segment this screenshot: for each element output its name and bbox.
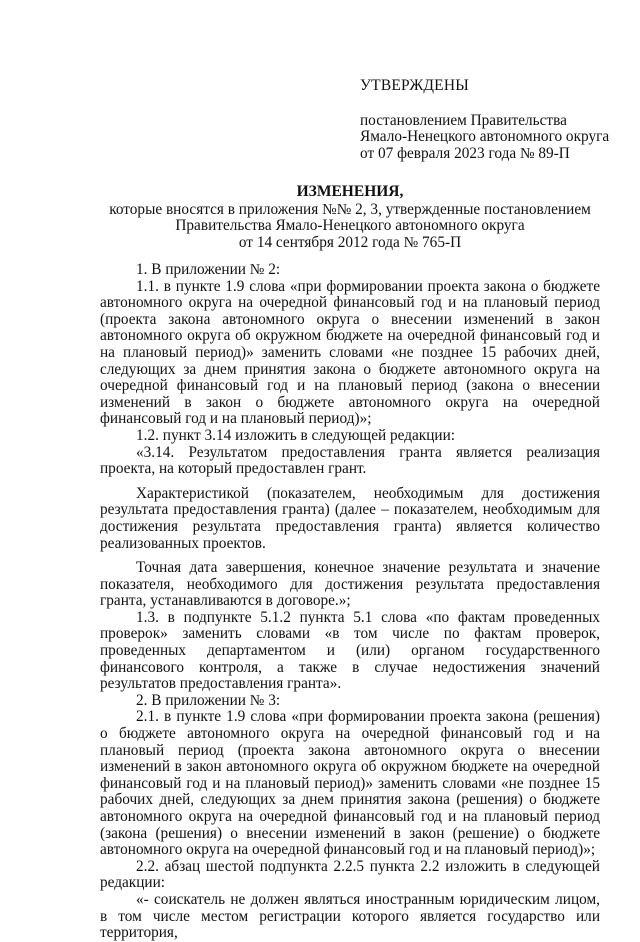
- paragraph-appendix-2: 1. В приложении № 2:: [136, 261, 281, 278]
- document-title-block: [100, 184, 600, 251]
- document-title: ИЗМЕНЕНИЯ,: [296, 183, 404, 200]
- approval-heading: УТВЕРЖДЕНЫ: [360, 77, 469, 94]
- document-subtitle-1: которые вносятся в приложения №№ 2, 3, утвержденные постановлением: [109, 200, 591, 218]
- paragraph-appendix-3: 2. В приложении № 3:: [136, 691, 281, 709]
- document-body: [100, 262, 600, 942]
- approval-line-3: от 07 февраля 2023 года № 89-П: [360, 144, 570, 162]
- paragraph-1-1: 1.1. в пункте 1.9 слова «при формировании проекта закона о бюджете автономного округа на очередной финансовый год и на плановый период (проекта закона автономного округа о внесении изменений в закон автономного округа об окружном бюджете на очередной финансовый год и на плановый период)» заменить словами «не позднее 15 рабочих дней, следующих за днем принятия закона о бюджете автономного округа на очередной финансовый год и на плановый период (закона о внесении изменений в закон о бюджете автономного округа на очередной финансовый год и на плановый период)»;: [100, 277, 600, 428]
- paragraph-3-14: «3.14. Результатом предоставления гранта является реализация проекта, на который предоставлен грант.: [100, 443, 600, 478]
- paragraph-2-1: 2.1. в пункте 1.9 слова «при формировании проекта закона (решения) о бюджете автономного округа на очередной финансовый год и на плановый период (проекта закона автономного округа о внесении изменений в закон автономного округа об окружном бюджете на очередной финансовый год и на плановый период)» заменить словами «не позднее 15 рабочих дней, следующих за днем принятия закона (решения) о бюджете автономного округа на очередной финансовый год и на плановый период (закона (решения) о внесении изменений в закон (решение) о бюджете автономного округа на очередной финансовый год и на плановый период)»;: [100, 708, 600, 859]
- approval-line-2: Ямало-Ненецкого автономного округа: [360, 128, 610, 146]
- document-subtitle-2: Правительства Ямало-Ненецкого автономного округа: [175, 217, 525, 235]
- paragraph-exact-date: Точная дата завершения, конечное значение результата и значение показателя, необходимого для достижения результата предоставления гранта, устанавливаются в договоре.»;: [100, 559, 600, 610]
- paragraph-2-2: 2.2. абзац шестой подпункта 2.2.5 пункта 2.2 изложить в следующей редакции:: [100, 857, 600, 892]
- approval-line-1: постановлением Правительства: [360, 111, 567, 129]
- paragraph-applicant: «- соискатель не должен являться иностранным юридическим лицом, в том числе местом регистрации которого является государство или территория,: [100, 890, 600, 942]
- approval-block: [360, 78, 620, 162]
- paragraph-1-3: 1.3. в подпункте 5.1.2 пункта 5.1 слова «по фактам проведенных проверок» заменить словами «в том числе по фактам проверок, проведенных департаментом и (или) органом государственного финансового контроля, а также в случае недостижения значений результатов предоставления гранта».: [100, 608, 600, 693]
- paragraph-characteristic: Характеристикой (показателем, необходимым для достижения результата предоставления гранта) (далее – показателем, необходимым для достижения результата предоставления гранта) является количество реализованных проектов.: [100, 484, 600, 552]
- paragraph-1-2: 1.2. пункт 3.14 изложить в следующей редакции:: [136, 426, 456, 444]
- document-subtitle-3: от 14 сентября 2012 года № 765-П: [238, 233, 462, 251]
